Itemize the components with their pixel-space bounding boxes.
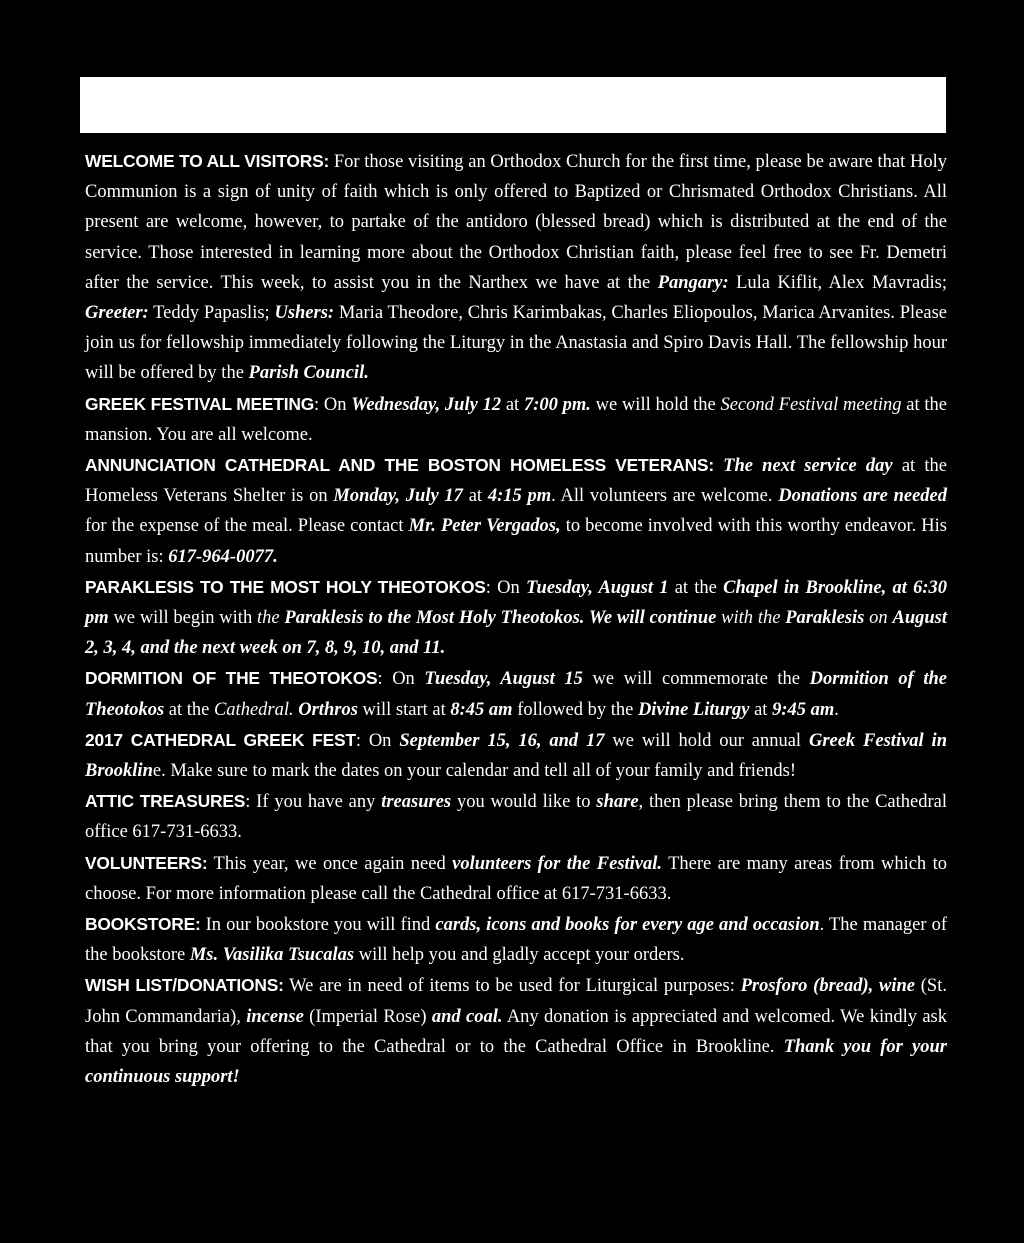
volunteers-text: This year, we once again need (207, 853, 453, 874)
bookstore-items: cards, icons and books for every age and occasion (435, 915, 820, 936)
dormition-text: : On (377, 669, 425, 690)
dormition-text-5: will start at (357, 699, 451, 720)
donations-needed: Donations are needed (778, 486, 947, 507)
attic-text: : If you have any (245, 792, 382, 813)
attic-text-2: you would like to (451, 792, 597, 813)
festival-meeting-name: Second Festival meeting (720, 394, 902, 415)
paraklesis-with: with the (716, 608, 786, 629)
bookstore-paragraph (85, 909, 947, 970)
dormition-orthros: Orthros (298, 699, 358, 720)
veterans-time: 4:15 pm (487, 486, 552, 507)
paraklesis-heading: PARAKLESIS TO THE MOST HOLY THEOTOKOS (85, 576, 486, 597)
dormition-date: Tuesday, August 15 (424, 669, 583, 690)
dormition-time-1: 8:45 am (450, 699, 513, 720)
paraklesis-on: on (864, 608, 893, 629)
festival-meeting-at: at (501, 394, 524, 415)
dormition-text-2: we will commemorate the (582, 669, 810, 690)
wish-list-text-2: (St. John Commandaria), (85, 976, 947, 1027)
dormition-text-8: . (834, 699, 839, 720)
bookstore-heading: BOOKSTORE: (85, 914, 201, 935)
homeless-veterans-paragraph (85, 450, 947, 572)
festival-meeting-text: : On (314, 394, 352, 415)
greek-fest-text-3: e. Make sure to mark the dates on your calendar and tell all of your family and friends! (152, 761, 797, 782)
greek-festival-meeting-paragraph (85, 389, 947, 450)
dormition-cathedral: Cathedral. (213, 699, 294, 720)
paraklesis-time: 6:30 pm (85, 577, 947, 629)
bookstore-text-2: . The manager of the bookstore (85, 915, 947, 966)
wish-list-text-3: (Imperial Rose) (303, 1006, 432, 1027)
greek-fest-text-2: we will hold our annual (604, 730, 809, 751)
veterans-contact: Mr. Peter Vergados, (408, 516, 561, 537)
festival-meeting-heading: GREEK FESTIVAL MEETING (85, 393, 315, 414)
paraklesis-place: Chapel in Brookline, at (723, 577, 914, 598)
wish-list-prosforo: Prosforo (bread), wine (740, 976, 916, 997)
welcome-text: For those visiting an Orthodox Church for the first time, please be aware that Holy Communion is a sign of unity of faith which is only offered to Baptized or Chrismated Orthodox Christians. All present are welcome, however, to partake of the antidoro (blessed bread) which is distributed at the end of the service. Those interested in learning more about the Orthodox Christian faith, please feel free to see Fr. Demetri after the service. This week, to assist you in the Narthex we have at the (85, 152, 947, 293)
wish-list-thanks: Thank you for your continuous support! (85, 1036, 947, 1088)
wish-list-text-4: Any donation is appreciated and welcomed. We kindly ask that you bring your offering to the Cathedral or to the Cathedral Office in Brookline. (85, 1006, 947, 1057)
paraklesis-paragraph (85, 572, 947, 664)
paraklesis-the: the (257, 608, 285, 629)
paraklesis-title-2: Paraklesis (785, 608, 865, 629)
wish-list-text: We are in need of items to be used for Liturgical purposes: (283, 976, 741, 997)
homeless-veterans-heading: ANNUNCIATION CATHEDRAL AND THE BOSTON HOMELESS VETERANS: (85, 455, 714, 476)
attic-treasures: treasures (381, 792, 452, 813)
volunteers-paragraph (85, 848, 947, 909)
veterans-text-4: to become involved with this worthy endeavor. His number is: (85, 516, 947, 567)
paraklesis-dates: August 2, 3, 4, and the next week on 7, 8, 9, 10, and 11. (85, 608, 947, 659)
next-service-day: The next service day (713, 456, 893, 477)
dormition-heading: DORMITION OF THE THEOTOKOS (85, 668, 378, 689)
welcome-heading: WELCOME TO ALL VISITORS: (85, 151, 330, 171)
volunteers-festival: volunteers for the Festival. (452, 853, 663, 874)
dormition-text-7: at (749, 699, 773, 720)
dormition-paragraph (85, 663, 947, 724)
header-bar (80, 77, 946, 133)
bookstore-text: In our bookstore you will find (200, 915, 436, 936)
greek-fest-name: Greek Festival in Brooklin (85, 730, 947, 782)
attic-text-3: , then please bring them to the Cathedral office 617-731-6633. (85, 792, 947, 843)
greek-fest-dates: September 15, 16, and 17 (399, 730, 605, 751)
volunteers-heading: VOLUNTEERS: (85, 852, 208, 873)
dormition-text-6: followed by the (512, 699, 638, 720)
festival-meeting-day: Wednesday, July 12 (351, 394, 502, 415)
attic-share: share (596, 792, 639, 813)
veterans-text: at the Homeless Veterans Shelter is on (85, 456, 947, 507)
dormition-title: Dormition of the Theotokos (85, 669, 947, 720)
paraklesis-text: : On (485, 577, 526, 598)
wish-list-incense: incense (246, 1006, 304, 1027)
ushers-label: Ushers: (274, 303, 335, 324)
veterans-date: Monday, July 17 (333, 486, 463, 507)
veterans-text-3: for the expense of the meal. Please contact (85, 516, 409, 537)
pangary-names: Lula Kiflit, Alex Mavradis; (728, 272, 947, 293)
greek-fest-paragraph (85, 725, 947, 786)
paraklesis-text-3: we will begin with (108, 608, 257, 629)
festival-meeting-text-2: we will hold the (590, 394, 721, 415)
veterans-at: at (462, 486, 488, 507)
dormition-text-3: at the (164, 699, 214, 720)
paraklesis-date: Tuesday, August 1 (525, 577, 669, 598)
wish-list-paragraph (85, 970, 947, 1092)
greeter-label: Greeter: (85, 303, 149, 324)
paraklesis-title: Paraklesis to the Most Holy Theotokos. We will continue (284, 608, 717, 629)
pangary-label: Pangary: (657, 272, 729, 293)
dormition-time-2: 9:45 am (772, 699, 835, 720)
attic-treasures-heading: ATTIC TREASURES (85, 791, 246, 812)
volunteers-text-2: There are many areas from which to choose. For more information please call the Cathedral office at 617-731-6633. (85, 853, 947, 904)
welcome-visitors-paragraph (85, 146, 947, 389)
dormition-liturgy: Divine Liturgy (637, 699, 750, 720)
veterans-phone: 617-964-0077. (168, 546, 278, 567)
festival-meeting-text-3: at the mansion. You are all welcome. (85, 394, 947, 445)
greeter-names: Teddy Papaslis; (148, 303, 275, 324)
attic-treasures-paragraph (85, 786, 947, 847)
greek-fest-text: : On (355, 730, 400, 751)
festival-meeting-time: 7:00 pm. (523, 394, 591, 415)
bulletin-content (85, 146, 947, 1092)
wish-list-coal: and coal. (431, 1006, 503, 1027)
ushers-names: Maria Theodore, Chris Karimbakas, Charles Eliopoulos, Marica Arvanites. Please join us for fellowship immediately following the Liturgy in the Anastasia and Spiro Davis Hall. The fellowship hour will be offered by the (85, 303, 947, 384)
bookstore-text-3: will help you and gladly accept your orders. (354, 945, 685, 966)
parish-council: Parish Council. (248, 363, 369, 384)
wish-list-heading: WISH LIST/DONATIONS: (85, 975, 284, 996)
bookstore-manager: Ms. Vasilika Tsucalas (189, 945, 355, 966)
paraklesis-text-2: at the (668, 577, 724, 598)
veterans-text-2: . All volunteers are welcome. (551, 486, 779, 507)
greek-fest-heading: 2017 CATHEDRAL GREEK FEST (85, 729, 356, 750)
